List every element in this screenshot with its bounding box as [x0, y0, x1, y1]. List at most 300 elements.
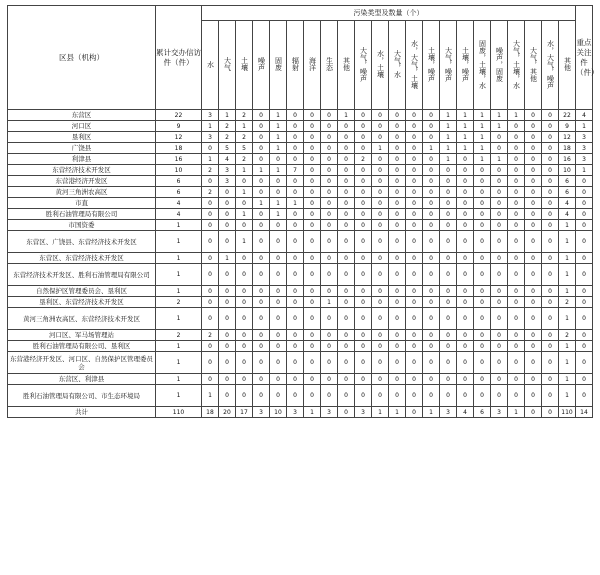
pollutant-count-cell: 0: [355, 264, 372, 286]
pollutant-count-cell: 0: [525, 176, 542, 187]
pollutant-count-cell: 0: [202, 220, 219, 231]
region-cell: 东营区、东营经济技术开发区: [8, 253, 156, 264]
pollutant-count-cell: 0: [491, 352, 508, 374]
pollutant-count-cell: 0: [423, 286, 440, 297]
pollutant-count-cell: 0: [457, 198, 474, 209]
pollutant-count-cell: 0: [304, 330, 321, 341]
region-cell: 东营经济技术开发区: [8, 165, 156, 176]
pollutant-count-cell: 0: [457, 374, 474, 385]
pollutant-count-cell: 110: [559, 407, 576, 418]
key-focus-cell: 0: [576, 176, 593, 187]
pollutant-count-cell: 0: [287, 308, 304, 330]
pollutant-count-cell: 0: [270, 308, 287, 330]
pollutant-count-cell: 0: [508, 330, 525, 341]
pollutant-type-label: 辐射: [291, 57, 300, 71]
pollutant-count-cell: 0: [474, 297, 491, 308]
pollutant-type-label: 土壤，噪声: [427, 46, 436, 82]
pollutant-count-cell: 0: [491, 286, 508, 297]
pollutant-count-cell: 0: [542, 176, 559, 187]
table-row: [8, 352, 593, 374]
pollutant-count-cell: 3: [355, 407, 372, 418]
table-row: [8, 264, 593, 286]
total-cases-cell: 2: [156, 297, 202, 308]
pollutant-count-cell: 0: [457, 352, 474, 374]
pollutant-count-cell: 0: [474, 220, 491, 231]
pollutant-count-cell: 0: [338, 132, 355, 143]
pollutant-count-cell: 0: [338, 154, 355, 165]
pollutant-count-cell: 0: [253, 187, 270, 198]
pollutant-count-cell: 0: [202, 297, 219, 308]
pollutant-count-cell: 0: [474, 264, 491, 286]
pollutant-count-cell: 0: [389, 385, 406, 407]
pollutant-count-cell: 0: [423, 374, 440, 385]
pollutant-count-cell: 0: [423, 154, 440, 165]
pollutant-count-cell: 1: [270, 198, 287, 209]
pollutant-count-cell: 0: [321, 165, 338, 176]
pollutant-count-cell: 1: [253, 198, 270, 209]
pollutant-count-cell: 0: [270, 154, 287, 165]
pollutant-count-cell: 0: [321, 308, 338, 330]
pollutant-count-cell: 0: [406, 308, 423, 330]
pollutant-count-cell: 1: [219, 253, 236, 264]
pollutant-count-cell: 2: [236, 132, 253, 143]
pollutant-count-cell: 0: [457, 264, 474, 286]
pollutant-count-cell: 0: [542, 209, 559, 220]
pollutant-count-cell: 0: [338, 231, 355, 253]
pollutant-count-cell: 0: [253, 176, 270, 187]
pollutant-count-cell: 3: [253, 407, 270, 418]
pollutant-count-cell: 0: [423, 297, 440, 308]
region-cell: 黄河三角洲农高区: [8, 187, 156, 198]
pollutant-count-cell: 0: [491, 374, 508, 385]
pollutant-count-cell: 1: [559, 264, 576, 286]
pollutant-count-cell: 0: [321, 198, 338, 209]
pollutant-count-cell: 0: [542, 143, 559, 154]
pollutant-count-cell: 0: [423, 330, 440, 341]
pollutant-count-cell: 0: [423, 121, 440, 132]
pollutant-type-header: [253, 21, 270, 110]
pollutant-count-cell: 0: [202, 341, 219, 352]
pollutant-count-cell: 0: [202, 198, 219, 209]
pollutant-count-cell: 0: [287, 374, 304, 385]
pollutant-count-cell: 0: [236, 198, 253, 209]
pollutant-count-cell: 0: [304, 352, 321, 374]
pollutant-type-label: 噪声，固废: [495, 46, 504, 82]
pollutant-count-cell: 0: [372, 198, 389, 209]
pollutant-count-cell: 3: [202, 110, 219, 121]
pollutant-count-cell: 0: [372, 110, 389, 121]
pollutant-count-cell: 0: [389, 308, 406, 330]
pollutant-count-cell: 0: [525, 286, 542, 297]
table-row: [8, 176, 593, 187]
pollutant-count-cell: 1: [219, 110, 236, 121]
pollutant-count-cell: 0: [525, 154, 542, 165]
pollutant-count-cell: 0: [474, 385, 491, 407]
pollutant-count-cell: 0: [287, 297, 304, 308]
key-focus-cell: 0: [576, 286, 593, 297]
key-focus-cell: 14: [576, 407, 593, 418]
pollutant-count-cell: 0: [236, 286, 253, 297]
pollutant-count-cell: 2: [559, 297, 576, 308]
pollutant-count-cell: 0: [372, 341, 389, 352]
key-focus-cell: 0: [576, 297, 593, 308]
pollutant-count-cell: 0: [389, 297, 406, 308]
pollutant-count-cell: 0: [389, 286, 406, 297]
table-row: [8, 308, 593, 330]
pollutant-count-cell: 0: [253, 121, 270, 132]
pollutant-count-cell: 0: [508, 264, 525, 286]
pollutant-count-cell: 2: [202, 165, 219, 176]
pollutant-count-cell: 0: [525, 253, 542, 264]
pollutant-count-cell: 22: [559, 110, 576, 121]
region-cell: 河口区、军马场管理站: [8, 330, 156, 341]
pollutant-count-cell: 0: [321, 385, 338, 407]
pollutant-count-cell: 4: [219, 154, 236, 165]
pollutant-type-label: 生态: [325, 57, 334, 71]
pollutant-count-cell: 0: [202, 176, 219, 187]
pollutant-count-cell: 0: [542, 187, 559, 198]
pollutant-type-header: [287, 21, 304, 110]
pollutant-count-cell: 3: [491, 407, 508, 418]
table-row: [8, 341, 593, 352]
region-cell: 东营区、广饶县、东营经济技术开发区: [8, 231, 156, 253]
pollutant-count-cell: 0: [372, 286, 389, 297]
total-cases-cell: 1: [156, 341, 202, 352]
pollutant-count-cell: 0: [525, 407, 542, 418]
key-focus-cell: 0: [576, 264, 593, 286]
pollutant-count-cell: 0: [321, 187, 338, 198]
pollutant-count-cell: 1: [270, 165, 287, 176]
pollutant-count-cell: 4: [559, 209, 576, 220]
pollutant-count-cell: 0: [440, 352, 457, 374]
pollutant-count-cell: 0: [355, 110, 372, 121]
pollutant-count-cell: 1: [559, 231, 576, 253]
pollutant-count-cell: 0: [202, 264, 219, 286]
complaint-statistics-table: [7, 5, 599, 418]
pollutant-count-cell: 1: [474, 154, 491, 165]
pollutant-count-cell: 0: [491, 198, 508, 209]
pollutant-type-label: 大气，其他: [529, 46, 538, 82]
pollutant-count-cell: 0: [253, 143, 270, 154]
pollutant-count-cell: 0: [406, 341, 423, 352]
pollutant-type-header: [474, 21, 491, 110]
pollutant-count-cell: 0: [542, 407, 559, 418]
pollutant-count-cell: 0: [457, 176, 474, 187]
pollutant-type-label: 水，大气，土壤: [410, 39, 419, 89]
pollutant-count-cell: 0: [253, 374, 270, 385]
pollutant-count-cell: 0: [338, 286, 355, 297]
pollutant-count-cell: 0: [236, 352, 253, 374]
pollutant-count-cell: 1: [236, 165, 253, 176]
pollutant-count-cell: 0: [236, 308, 253, 330]
total-cases-cell: 16: [156, 154, 202, 165]
pollutant-count-cell: 0: [389, 374, 406, 385]
pollutant-count-cell: 0: [287, 132, 304, 143]
pollutant-count-cell: 1: [508, 407, 525, 418]
pollutant-count-cell: 0: [491, 165, 508, 176]
pollutant-count-cell: 1: [236, 121, 253, 132]
pollutant-count-cell: 0: [253, 286, 270, 297]
pollutant-count-cell: 5: [236, 143, 253, 154]
pollutant-count-cell: 0: [423, 187, 440, 198]
pollutant-count-cell: 0: [389, 220, 406, 231]
table-row: [8, 330, 593, 341]
pollutant-count-cell: 0: [440, 341, 457, 352]
pollutant-count-cell: 0: [372, 176, 389, 187]
region-cell: 共计: [8, 407, 156, 418]
pollutant-count-cell: 0: [389, 132, 406, 143]
pollutant-count-cell: 0: [202, 374, 219, 385]
pollutant-count-cell: 1: [270, 143, 287, 154]
pollutant-count-cell: 0: [287, 286, 304, 297]
pollutant-count-cell: 0: [525, 121, 542, 132]
pollutant-count-cell: 0: [287, 154, 304, 165]
total-cases-cell: 1: [156, 352, 202, 374]
pollutant-count-cell: 0: [253, 110, 270, 121]
pollutant-count-cell: 0: [304, 143, 321, 154]
pollutant-count-cell: 0: [423, 308, 440, 330]
pollutant-count-cell: 0: [389, 165, 406, 176]
pollutant-count-cell: 0: [457, 385, 474, 407]
pollutant-count-cell: 1: [270, 121, 287, 132]
pollutant-count-cell: 0: [202, 253, 219, 264]
table-row: [8, 110, 593, 121]
pollutant-count-cell: 1: [491, 121, 508, 132]
pollutant-count-cell: 12: [559, 132, 576, 143]
pollutant-count-cell: 0: [508, 154, 525, 165]
pollutant-type-label: 土壤: [240, 57, 249, 71]
pollutant-count-cell: 0: [355, 352, 372, 374]
pollutant-count-cell: 0: [406, 121, 423, 132]
pollutant-count-cell: 0: [321, 264, 338, 286]
pollutant-count-cell: 0: [304, 176, 321, 187]
pollutant-count-cell: 3: [219, 165, 236, 176]
pollutant-count-cell: 0: [542, 352, 559, 374]
pollutant-count-cell: 0: [253, 132, 270, 143]
pollutant-count-cell: 0: [389, 264, 406, 286]
pollutant-count-cell: 0: [372, 374, 389, 385]
pollutant-type-label: 其他: [342, 57, 351, 71]
pollutant-count-cell: 0: [372, 264, 389, 286]
pollutant-count-cell: 0: [270, 297, 287, 308]
pollutant-count-cell: 3: [440, 407, 457, 418]
pollutant-count-cell: 0: [219, 341, 236, 352]
pollutant-count-cell: 0: [508, 209, 525, 220]
pollutant-count-cell: 0: [508, 374, 525, 385]
pollutant-count-cell: 0: [202, 231, 219, 253]
key-focus-cell: 4: [576, 110, 593, 121]
pollutant-count-cell: 0: [372, 352, 389, 374]
pollutant-count-cell: 0: [389, 154, 406, 165]
pollutant-count-cell: 0: [355, 198, 372, 209]
pollutant-count-cell: 0: [219, 330, 236, 341]
pollutant-count-cell: 0: [508, 187, 525, 198]
key-focus-header: 重点关注件（件）: [576, 6, 593, 110]
total-cases-cell: 22: [156, 110, 202, 121]
pollutant-count-cell: 0: [338, 264, 355, 286]
pollutant-count-cell: 0: [355, 308, 372, 330]
pollutant-count-cell: 0: [236, 176, 253, 187]
pollutant-count-cell: 0: [287, 385, 304, 407]
pollutant-count-cell: 1: [474, 121, 491, 132]
pollutant-count-cell: 10: [559, 165, 576, 176]
pollutant-count-cell: 0: [236, 253, 253, 264]
pollutant-count-cell: 0: [321, 330, 338, 341]
pollutant-count-cell: 1: [202, 385, 219, 407]
pollutant-count-cell: 0: [270, 231, 287, 253]
pollutant-count-cell: 0: [406, 407, 423, 418]
pollutant-count-cell: 0: [270, 264, 287, 286]
pollutant-count-cell: 0: [287, 231, 304, 253]
pollutant-count-cell: 0: [270, 187, 287, 198]
pollutant-count-cell: 0: [423, 253, 440, 264]
pollutant-count-cell: 1: [440, 132, 457, 143]
pollutant-count-cell: 1: [559, 341, 576, 352]
pollutant-count-cell: 0: [287, 253, 304, 264]
pollutant-count-cell: 0: [389, 110, 406, 121]
pollutant-count-cell: 0: [440, 374, 457, 385]
pollutant-count-cell: 0: [270, 176, 287, 187]
pollutant-count-cell: 0: [457, 297, 474, 308]
pollutant-type-header: [372, 21, 389, 110]
pollutant-count-cell: 0: [321, 176, 338, 187]
pollutant-count-cell: 0: [542, 132, 559, 143]
key-focus-cell: 0: [576, 220, 593, 231]
table-row: [8, 121, 593, 132]
pollutant-count-cell: 0: [423, 341, 440, 352]
total-cases-cell: 1: [156, 286, 202, 297]
table-row: [8, 187, 593, 198]
pollutant-count-cell: 0: [406, 352, 423, 374]
region-cell: 利津县: [8, 154, 156, 165]
pollutant-count-cell: 0: [542, 231, 559, 253]
pollutant-count-cell: 0: [219, 352, 236, 374]
pollutant-count-cell: 1: [559, 374, 576, 385]
pollutant-count-cell: 0: [457, 253, 474, 264]
pollutant-type-label: 大气，噪声: [359, 46, 368, 82]
pollutant-count-cell: 0: [474, 374, 491, 385]
pollutant-count-cell: 0: [338, 220, 355, 231]
total-cases-cell: 1: [156, 253, 202, 264]
pollutant-count-cell: 3: [287, 407, 304, 418]
pollutant-count-cell: 2: [355, 154, 372, 165]
pollutant-count-cell: 0: [304, 154, 321, 165]
pollutant-count-cell: 0: [236, 385, 253, 407]
table-row: [8, 132, 593, 143]
total-cases-cell: 1: [156, 308, 202, 330]
pollutant-count-cell: 1: [491, 110, 508, 121]
pollutant-type-header: [321, 21, 338, 110]
pollutant-count-cell: 0: [202, 286, 219, 297]
pollutant-count-cell: 0: [253, 220, 270, 231]
pollutant-count-cell: 0: [236, 374, 253, 385]
pollutant-count-cell: 0: [491, 220, 508, 231]
pollutant-count-cell: 2: [202, 330, 219, 341]
pollutant-count-cell: 0: [474, 341, 491, 352]
pollutant-count-cell: 0: [406, 154, 423, 165]
pollutant-count-cell: 0: [355, 176, 372, 187]
pollutant-count-cell: 0: [491, 231, 508, 253]
pollutant-count-cell: 0: [287, 143, 304, 154]
pollutant-count-cell: 0: [338, 121, 355, 132]
pollutant-count-cell: 0: [372, 220, 389, 231]
pollutant-count-cell: 0: [253, 308, 270, 330]
pollutant-count-cell: 0: [508, 385, 525, 407]
key-focus-cell: 0: [576, 187, 593, 198]
pollutant-count-cell: 0: [491, 253, 508, 264]
pollutant-count-cell: 0: [287, 330, 304, 341]
total-row: [8, 407, 593, 418]
pollutant-count-cell: 0: [304, 308, 321, 330]
pollutant-count-cell: 0: [406, 110, 423, 121]
pollutant-count-cell: 0: [304, 264, 321, 286]
pollutant-count-cell: 0: [253, 341, 270, 352]
pollutant-count-cell: 0: [219, 264, 236, 286]
pollutant-count-cell: 0: [355, 330, 372, 341]
pollutant-count-cell: 0: [491, 341, 508, 352]
pollutant-count-cell: 1: [321, 297, 338, 308]
pollutant-count-cell: 0: [253, 330, 270, 341]
pollutant-count-cell: 0: [474, 176, 491, 187]
pollutant-count-cell: 0: [440, 385, 457, 407]
pollutant-count-cell: 1: [270, 110, 287, 121]
pollutant-count-cell: 1: [491, 154, 508, 165]
pollutant-count-cell: 0: [406, 253, 423, 264]
pollutant-count-cell: 1: [253, 165, 270, 176]
pollutant-count-cell: 0: [525, 165, 542, 176]
pollutant-count-cell: 0: [491, 132, 508, 143]
table-body: [8, 110, 593, 418]
pollutant-count-cell: 0: [525, 385, 542, 407]
pollutant-count-cell: 0: [219, 231, 236, 253]
pollutant-count-cell: 0: [338, 253, 355, 264]
pollutant-count-cell: 0: [406, 286, 423, 297]
pollutant-count-cell: 0: [372, 121, 389, 132]
pollutant-count-cell: 0: [440, 165, 457, 176]
key-focus-cell: 0: [576, 352, 593, 374]
pollutant-count-cell: 18: [559, 143, 576, 154]
pollutant-count-cell: 0: [525, 220, 542, 231]
pollutant-count-cell: 0: [304, 297, 321, 308]
pollutant-count-cell: 0: [287, 209, 304, 220]
pollutant-count-cell: 0: [389, 121, 406, 132]
pollutant-count-cell: 0: [474, 253, 491, 264]
region-cell: 胜利石油管理局有限公司、垦利区: [8, 341, 156, 352]
total-cases-cell: 1: [156, 231, 202, 253]
pollutant-count-cell: 0: [508, 253, 525, 264]
pollutant-count-cell: 0: [542, 220, 559, 231]
region-cell: 垦利区: [8, 132, 156, 143]
pollutant-type-label: 水: [206, 60, 215, 68]
pollutant-type-header: [423, 21, 440, 110]
pollutant-count-cell: 0: [287, 187, 304, 198]
pollutant-count-cell: 0: [321, 253, 338, 264]
key-focus-cell: 1: [576, 165, 593, 176]
pollutant-count-cell: 18: [202, 407, 219, 418]
pollutant-count-cell: 1: [287, 198, 304, 209]
pollutant-count-cell: 0: [372, 132, 389, 143]
pollutant-count-cell: 0: [542, 308, 559, 330]
table-row: [8, 385, 593, 407]
pollutant-count-cell: 0: [525, 297, 542, 308]
pollutant-count-cell: 0: [457, 341, 474, 352]
pollutant-count-cell: 0: [423, 176, 440, 187]
pollutant-count-cell: 0: [423, 352, 440, 374]
pollutant-count-cell: 0: [525, 187, 542, 198]
pollutant-count-cell: 0: [253, 264, 270, 286]
pollutant-count-cell: 1: [389, 407, 406, 418]
table-row: [8, 220, 593, 231]
